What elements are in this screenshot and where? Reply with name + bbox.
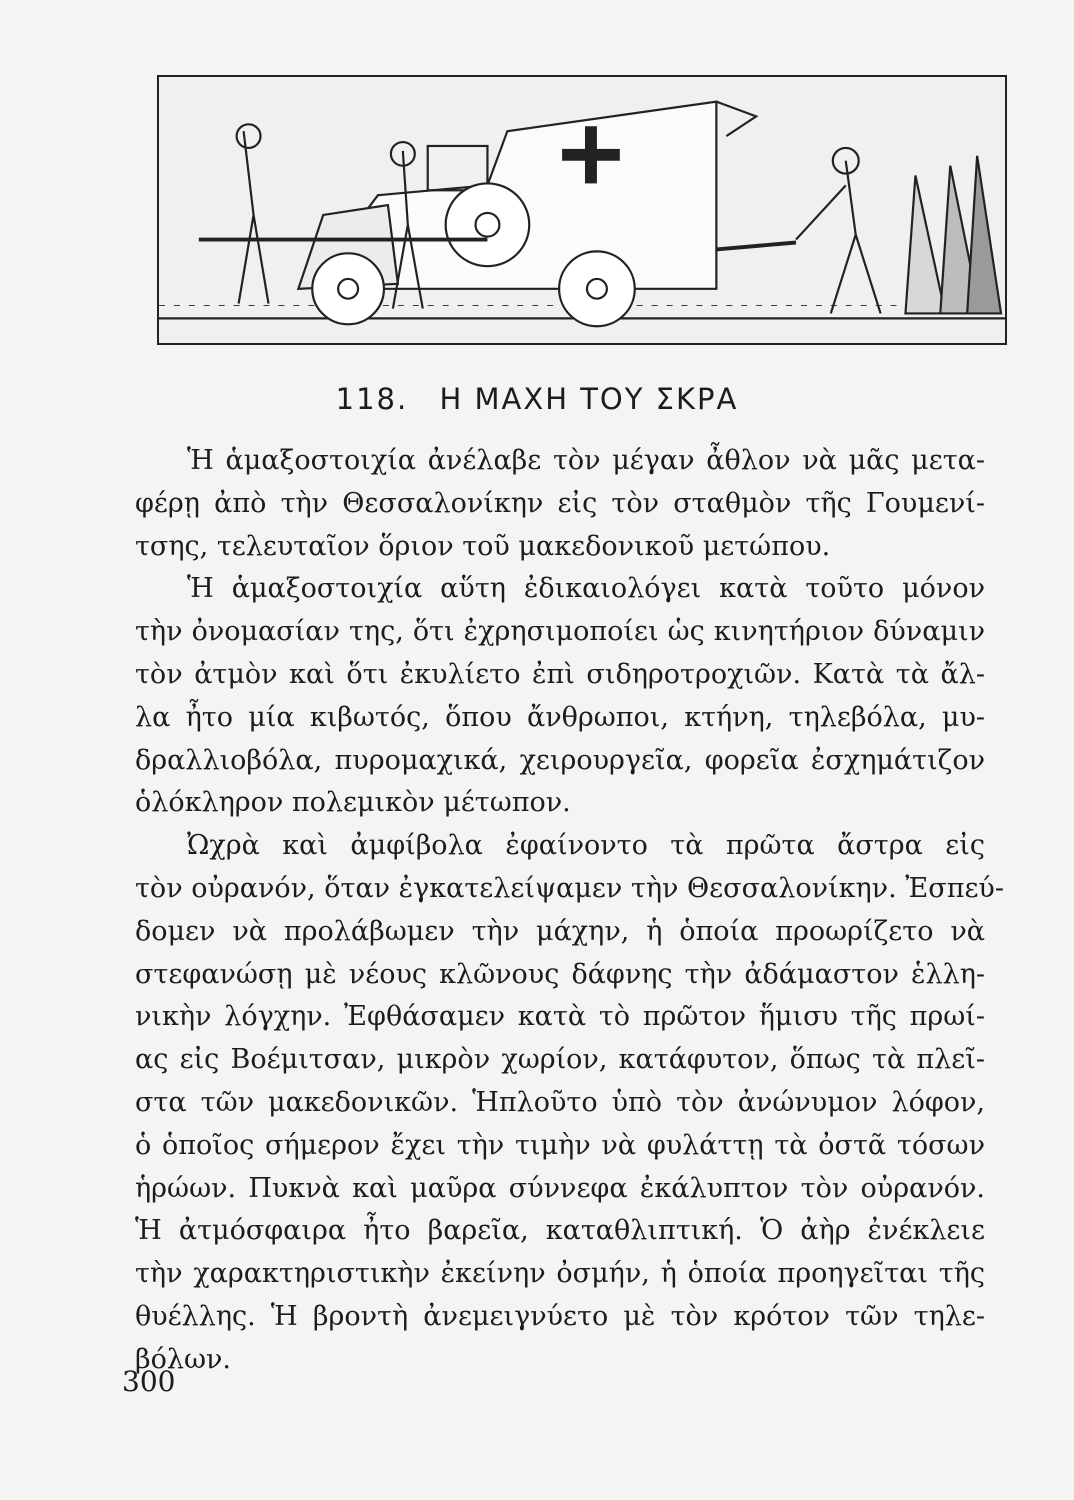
rear-wheel: [559, 251, 635, 326]
soldier-right: [796, 161, 881, 314]
text-line: τὴν ὀνομασίαν της, ὅτι ἐχρησιμοποίει ὡς κινητήριον δύναμιν: [135, 616, 985, 648]
text-line: Ἡ ἁμαξοστοιχία ἀνέλαβε τὸν μέγαν ἆθλον νὰ μᾶς μετα-: [187, 445, 985, 476]
text-line: δομεν νὰ προλάβωμεν τὴν μάχην, ἡ ὁποία προωρίζετο νὰ: [135, 915, 985, 947]
text-line: Ἡ ἀτμόσφαιρα ἦτο βαρεῖα, καταθλιπτική. Ὁ ἀὴρ ἐνέκλειε: [135, 1215, 985, 1247]
paragraph: [135, 440, 985, 568]
text-line: Ἡ ἁμαξοστοιχία αὕτη ἐδικαιολόγει κατὰ τοῦτο μόνον: [187, 573, 985, 605]
spare-wheel: [446, 183, 530, 266]
text-line: δραλλιοβόλα, πυρομαχικά, χειρουργεῖα, φορεῖα ἐσχημάτιζον: [135, 744, 985, 776]
ambulance-drawing: [159, 77, 1005, 343]
text-line: βόλων.: [135, 1343, 231, 1375]
text-line: νικὴν λόγχην. Ἐφθάσαμεν κατὰ τὸ πρῶτον ἥμισυ τῆς πρωί-: [135, 1001, 985, 1033]
text-line: ὁλόκληρον πολεμικὸν μέτωπον.: [135, 787, 571, 819]
women-group: [905, 156, 1001, 314]
page-number: 300: [122, 1365, 176, 1398]
text-line: ἡρώων. Πυκνὰ καὶ μαῦρα σύννεφα ἐκάλυπτον τὸν οὐρανόν.: [135, 1172, 985, 1204]
text-line: θυέλλης. Ἡ βροντὴ ἀνεμειγνύετο μὲ τὸν κρότον τῶν τηλε-: [135, 1300, 985, 1332]
soldier-left: [239, 131, 269, 303]
paragraph: [135, 825, 1004, 1381]
front-wheel: [312, 253, 384, 324]
text-line: Ὠχρὰ καὶ ἀμφίβολα ἐφαίνοντο τὰ πρῶτα ἄστρα εἰς: [187, 830, 985, 862]
text-line: τσης, τελευταῖον ὅριον τοῦ μακεδονικοῦ μετώπου.: [135, 530, 831, 562]
text-line: στεφανώσῃ μὲ νέους κλῶνους δάφνης τὴν ἀδάμαστον ἑλλη-: [135, 958, 985, 990]
text-line: ας εἰς Βοέμιτσαν, μικρὸν χωρίον, κατάφυτον, ὅπως τὰ πλεῖ-: [135, 1044, 985, 1076]
chapter-title: Η ΜΑΧΗ ΤΟΥ ΣΚΡΑ: [439, 382, 739, 416]
text-line: ὁ ὁποῖος σήμερον ἔχει τὴν τιμὴν νὰ φυλάττῃ τὰ ὀστᾶ τόσων: [135, 1129, 985, 1161]
text-line: φέρῃ ἀπὸ τὴν Θεσσαλονίκην εἰς τὸν σταθμὸν τῆς Γουμενί-: [135, 487, 985, 519]
chapter-heading: [0, 382, 1074, 416]
text-line: τὸν ἀτμὸν καὶ ὅτι ἐκυλίετο ἐπὶ σιδηροτροχιῶν. Κατὰ τὰ ἄλ-: [135, 658, 985, 690]
text-line: τὴν χαρακτηριστικὴν ἐκείνην ὀσμήν, ἡ ὁποία προηγεῖται τῆς: [135, 1258, 985, 1290]
text-line: στα τῶν μακεδονικῶν. Ἡπλοῦτο ὑπὸ τὸν ἀνώνυμον λόφον,: [135, 1086, 985, 1118]
ambulance-illustration: [157, 75, 1007, 345]
paragraph: [135, 568, 985, 825]
text-line: λα ἦτο μία κιβωτός, ὅπου ἄνθρωποι, κτήνη, τηλεβόλα, μυ-: [135, 701, 985, 733]
chapter-number: 118.: [335, 382, 409, 416]
chapter-body: [135, 440, 1004, 1382]
text-line: τὸν οὐρανόν, ὅταν ἐγκατελείψαμεν τὴν Θεσσαλονίκην. Ἐσπεύ-: [135, 872, 1004, 904]
